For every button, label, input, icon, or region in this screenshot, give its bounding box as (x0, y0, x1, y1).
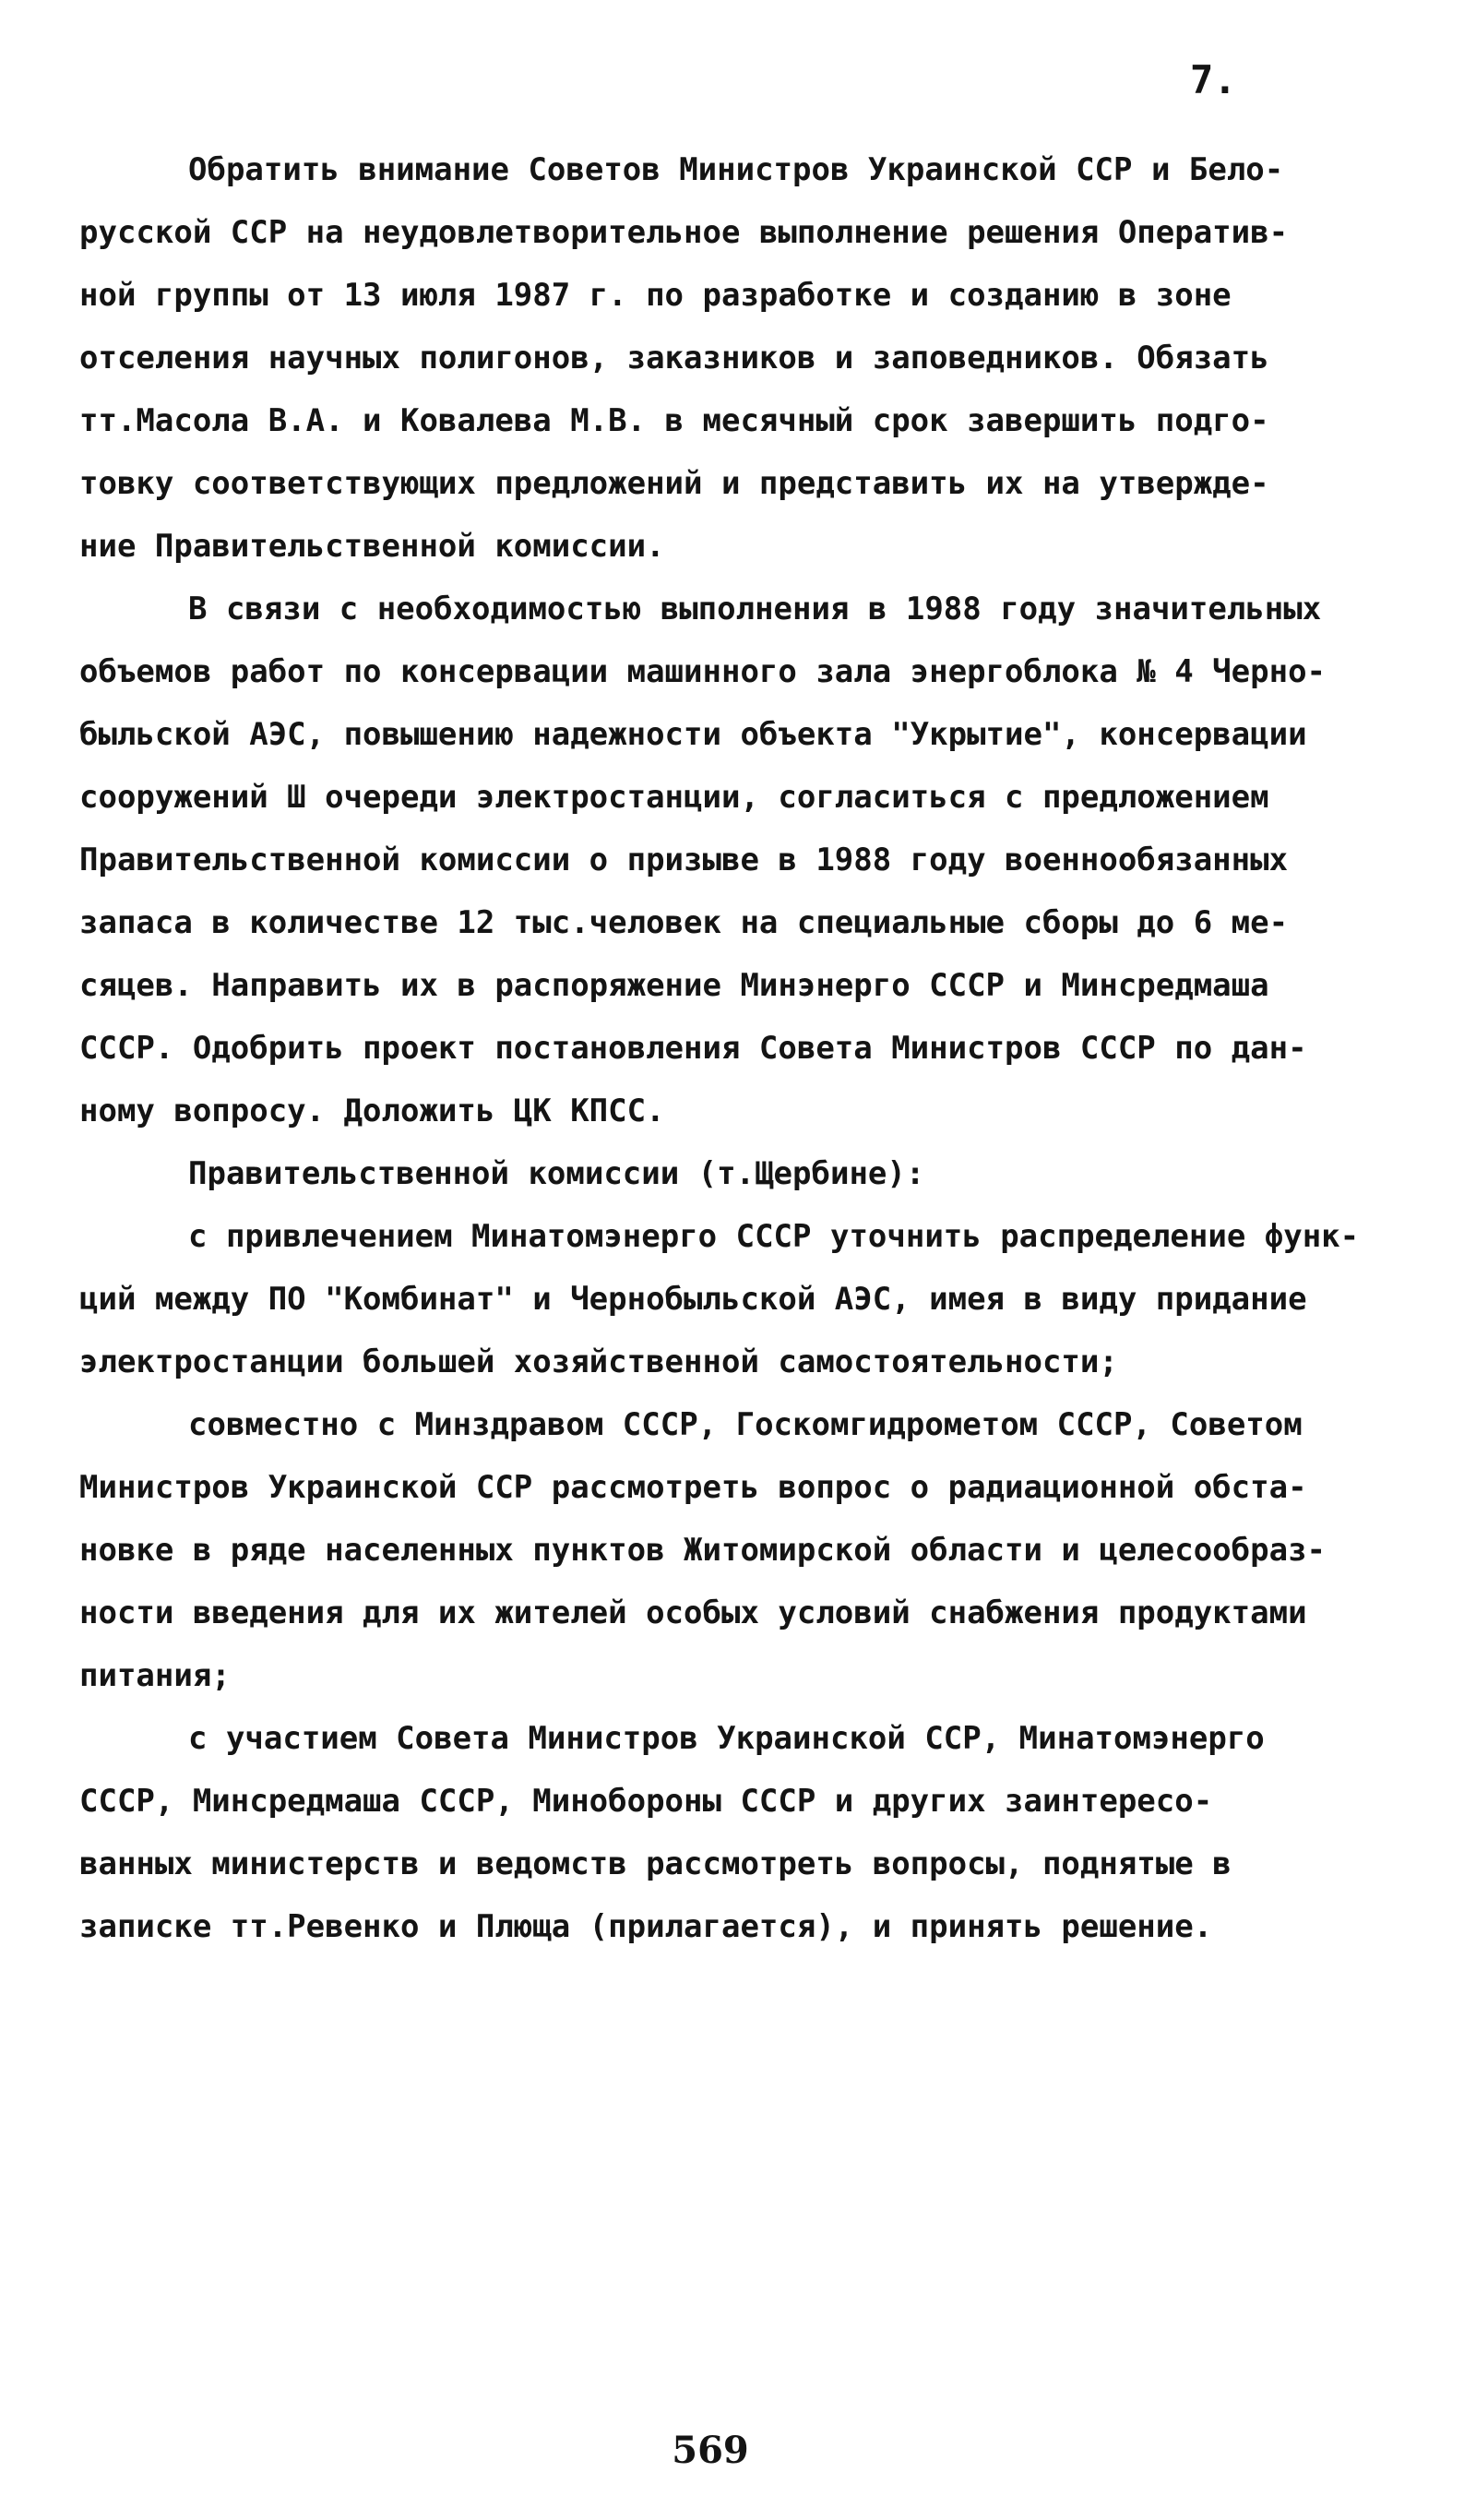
paragraph-6-line-2: СССР, Минсредмаша СССР, Минобороны СССР и других заинтересо- (79, 1783, 1213, 1820)
paragraph-2-line-5: Правительственной комиссии о призыве в 1988 году военнообязанных (79, 842, 1289, 878)
paragraph-2-line-8: СССР. Одобрить проект постановления Совета Министров СССР по дан- (79, 1030, 1307, 1067)
paragraph-2-line-4: сооружений Ш очереди электростанции, согласиться с предложением (79, 779, 1269, 816)
paragraph-5-line-4: ности введения для их жителей особых условий снабжения продуктами (79, 1594, 1307, 1631)
paragraph-1-line-7: ние Правительственной комиссии. (79, 528, 665, 565)
paragraph-2-line-1: В связи с необходимостью выполнения в 1988 году значительных (188, 591, 1322, 627)
paragraph-4-line-2: ций между ПО "Комбинат" и Чернобыльской АЭС, имея в виду придание (79, 1281, 1307, 1318)
paragraph-6-line-3: ванных министерств и ведомств рассмотреть вопросы, поднятые в (79, 1845, 1232, 1882)
paragraph-3-line-1: Правительственной комиссии (т.Щербине): (188, 1155, 925, 1192)
paragraph-5-line-3: новке в ряде населенных пунктов Житомирской области и целесообраз- (79, 1532, 1327, 1569)
paragraph-1-line-5: тт.Масола В.А. и Ковалева М.В. в месячный срок завершить подго- (79, 402, 1269, 439)
page-number-top: 7. (1190, 57, 1237, 102)
paragraph-2-line-7: сяцев. Направить их в распоряжение Минэнерго СССР и Минсредмаша (79, 967, 1269, 1004)
document-body (79, 138, 1408, 1958)
paragraph-5-line-5: питания; (79, 1657, 231, 1694)
paragraph-4-line-3: электростанции большей хозяйственной самостоятельности; (79, 1344, 1118, 1380)
paragraph-2-line-6: запаса в количестве 12 тыс.человек на специальные сборы до 6 ме- (79, 904, 1289, 941)
paragraph-1-line-3: ной группы от 13 июля 1987 г. по разработке и созданию в зоне (79, 277, 1232, 314)
paragraph-2-line-3: быльской АЭС, повышению надежности объекта "Укрытие", консервации (79, 716, 1307, 753)
paragraph-6-line-4: записке тт.Ревенко и Плюща (прилагается), и принять решение. (79, 1908, 1213, 1945)
paragraph-5-line-1: совместно с Минздравом СССР, Госкомгидрометом СССР, Советом (188, 1406, 1303, 1443)
paragraph-2-line-2: объемов работ по консервации машинного зала энергоблока № 4 Черно- (79, 653, 1327, 690)
paragraph-1-line-1: Обратить внимание Советов Министров Украинской ССР и Бело- (188, 151, 1284, 188)
paragraph-4-line-1: с привлечением Минатомэнерго СССР уточнить распределение функ- (188, 1218, 1360, 1255)
paragraph-6-line-1: с участием Совета Министров Украинской ССР, Минатомэнерго (188, 1720, 1265, 1757)
paragraph-1-line-2: русской ССР на неудовлетворительное выполнение решения Оператив- (79, 214, 1289, 251)
page-number-bottom: 569 (672, 2429, 749, 2472)
paragraph-1-line-6: товку соответствующих предложений и представить их на утвержде- (79, 465, 1269, 502)
paragraph-2-line-9: ному вопросу. Доложить ЦК КПСС. (79, 1093, 665, 1129)
paragraph-1-line-4: отселения научных полигонов, заказников и заповедников. Обязать (79, 340, 1269, 376)
paragraph-5-line-2: Министров Украинской ССР рассмотреть вопрос о радиационной обста- (79, 1469, 1307, 1506)
